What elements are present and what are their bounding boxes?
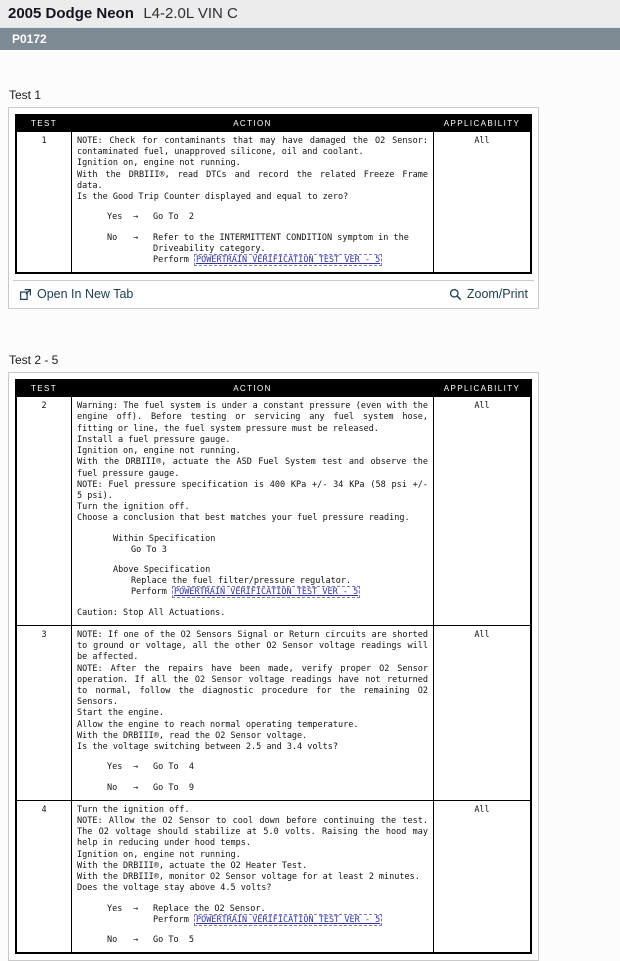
col-header-action: ACTION: [72, 115, 434, 132]
answer-yes-row: [77, 762, 428, 773]
action-line: Turn the ignition off.: [77, 502, 190, 513]
action-line: Does the voltage stay above 4.5 volts?: [77, 883, 272, 894]
zoom-icon: [449, 288, 462, 301]
action-line: Ignition on, engine not running.: [77, 849, 241, 860]
arrow-icon: →: [133, 212, 139, 223]
test-number-cell: 1: [16, 132, 72, 274]
col-header-action: ACTION: [72, 380, 434, 397]
powertrain-verification-link[interactable]: POWERTRAIN VERIFICATION TEST VER - 5: [195, 914, 381, 925]
test1-table: [15, 114, 532, 274]
vehicle-title: 2005 Dodge Neon: [8, 5, 134, 22]
conclusion-label: Within Specification: [113, 533, 216, 544]
test1-card: [8, 107, 539, 309]
open-in-new-tab-link[interactable]: [19, 287, 133, 301]
action-line: NOTE: Allow the O2 Sensor to cool down before continuing the test. The O2 voltage should stabilize at 5.0 volts. Raising the hood may help in reducing under hood temps.: [77, 815, 428, 849]
answer-no-row: [77, 783, 428, 794]
col-header-test: TEST: [16, 115, 72, 132]
action-line: Start the engine.: [77, 708, 164, 719]
perform-label: Perform: [153, 914, 194, 925]
vehicle-subtitle: L4-2.0L VIN C: [143, 5, 238, 22]
section-label-test2-5: Test 2 - 5: [9, 353, 59, 368]
table-row: [16, 132, 531, 274]
answer-label: Yes: [107, 903, 123, 914]
action-line: NOTE: After the repairs have been made, verify proper O2 Sensor operation. If all the O2 Sensor voltage readings have not returned to normal, follow the diagnostic procedure for the remaining O2 Sensors.: [77, 663, 428, 708]
test-number-cell: 2: [16, 397, 72, 626]
test-number-cell: 3: [16, 625, 72, 800]
open-in-new-tab-label: Open In New Tab: [37, 287, 134, 302]
answer-no-row: [77, 935, 428, 946]
perform-line: [77, 255, 428, 266]
table-row: [16, 625, 531, 800]
answer-text: Go To 9: [153, 782, 194, 793]
answer-label: No: [107, 934, 118, 945]
spacer: [77, 774, 428, 783]
action-cell: [72, 800, 434, 953]
spacer: [77, 224, 428, 233]
action-line: Install a fuel pressure gauge.: [77, 434, 231, 445]
action-line: NOTE: If one of the O2 Sensors Signal or Return circuits are shorted to ground or voltage, all the other O2 Sensor voltage readings will be affected.: [77, 629, 428, 663]
spacer: [77, 556, 428, 565]
action-line: NOTE: Check for contaminants that may have damaged the O2 Sensor: contaminated fuel, unapproved silicone, oil and coolant.: [77, 136, 428, 158]
zoom-print-label: Zoom/Print: [466, 287, 528, 302]
answer-label: Yes: [107, 212, 123, 223]
spacer: [77, 895, 428, 904]
answer-yes-row: [77, 212, 428, 223]
action-line: With the DRBIII®, read DTCs and record the related Freeze Frame data.: [77, 169, 428, 191]
col-header-applicability: APPLICABILITY: [434, 380, 532, 397]
dtc-code: P0172: [12, 32, 47, 46]
arrow-icon: →: [133, 782, 139, 793]
perform-line: [77, 587, 428, 598]
zoom-print-link[interactable]: [449, 287, 528, 301]
action-line: With the DRBIII®, actuate the ASD Fuel System test and observe the fuel pressure gauge.: [77, 457, 428, 479]
action-line: Ignition on, engine not running.: [77, 158, 241, 169]
spacer: [77, 525, 428, 534]
answer-text: Refer to the INTERMITTENT CONDITION symptom in the Driveability category.: [153, 232, 414, 254]
caution-line: Caution: Stop All Actuations.: [77, 607, 226, 618]
table-header-row: [16, 380, 531, 397]
perform-label: Perform: [153, 254, 194, 265]
spacer: [77, 599, 428, 608]
applicability-cell: All: [434, 800, 532, 953]
test-number-cell: 4: [16, 800, 72, 953]
answer-label: Yes: [107, 762, 123, 773]
table-row: [16, 397, 531, 626]
action-line: With the DRBIII®, actuate the O2 Heater Test.: [77, 860, 308, 871]
action-line: Turn the ignition off.: [77, 804, 190, 815]
answer-label: No: [107, 232, 118, 243]
answer-text: Go To 4: [153, 762, 194, 773]
open-in-new-tab-icon: [19, 288, 32, 301]
action-line: With the DRBIII®, monitor O2 Sensor voltage for at least 2 minutes.: [77, 872, 420, 883]
arrow-icon: →: [133, 762, 139, 773]
action-line: Is the Good Trip Counter displayed and equal to zero?: [77, 192, 349, 203]
answer-text: Replace the O2 Sensor.: [153, 903, 266, 914]
arrow-icon: →: [133, 903, 139, 914]
answer-label: No: [107, 782, 118, 793]
test2-5-table: [15, 379, 532, 954]
action-cell: [72, 397, 434, 626]
action-line: Warning: The fuel system is under a constant pressure (even with the engine off). Before testing or servicing any fuel system hose, fitting or line, the fuel system pressure must be released.: [77, 401, 428, 434]
applicability-cell: All: [434, 132, 532, 274]
action-line: With the DRBIII®, read the O2 Sensor voltage.: [77, 730, 308, 741]
applicability-cell: All: [434, 625, 532, 800]
spacer: [77, 753, 428, 762]
conclusion-action: Replace the fuel filter/pressure regulator.: [131, 576, 352, 587]
spacer: [77, 203, 428, 212]
test2-5-card: [8, 372, 539, 961]
powertrain-verification-link[interactable]: POWERTRAIN VERIFICATION TEST VER - 5: [173, 587, 359, 598]
action-line: Ignition on, engine not running.: [77, 446, 241, 457]
table-header-row: [16, 115, 531, 132]
answer-text: Go To 5: [153, 934, 194, 945]
action-line: Allow the engine to reach normal operating temperature.: [77, 719, 359, 730]
vehicle-header: [0, 0, 620, 28]
card-footer: [13, 280, 534, 302]
conclusion-label: Above Specification: [113, 565, 211, 576]
section-label-test1: Test 1: [9, 88, 42, 102]
spacer: [77, 926, 428, 935]
dtc-code-bar: [0, 28, 620, 50]
action-cell: [72, 132, 434, 274]
powertrain-verification-link[interactable]: POWERTRAIN VERIFICATION TEST VER - 5: [195, 254, 381, 265]
applicability-cell: All: [434, 397, 532, 626]
action-line: Is the voltage switching between 2.5 and 3.4 volts?: [77, 742, 338, 753]
action-line: Choose a conclusion that best matches your fuel pressure reading.: [77, 513, 410, 524]
answer-text: Go To 2: [153, 212, 194, 223]
conclusion-action: Go To 3: [131, 544, 167, 555]
arrow-icon: →: [133, 934, 139, 945]
arrow-icon: →: [133, 232, 139, 243]
perform-label: Perform: [131, 587, 172, 598]
action-line: NOTE: Fuel pressure specification is 400 KPa +/- 34 KPa (58 psi +/- 5 psi).: [77, 479, 428, 501]
col-header-test: TEST: [16, 380, 72, 397]
answer-no-row: [77, 233, 428, 255]
table-row: [16, 800, 531, 953]
perform-line: [77, 915, 428, 926]
action-cell: [72, 625, 434, 800]
col-header-applicability: APPLICABILITY: [434, 115, 532, 132]
